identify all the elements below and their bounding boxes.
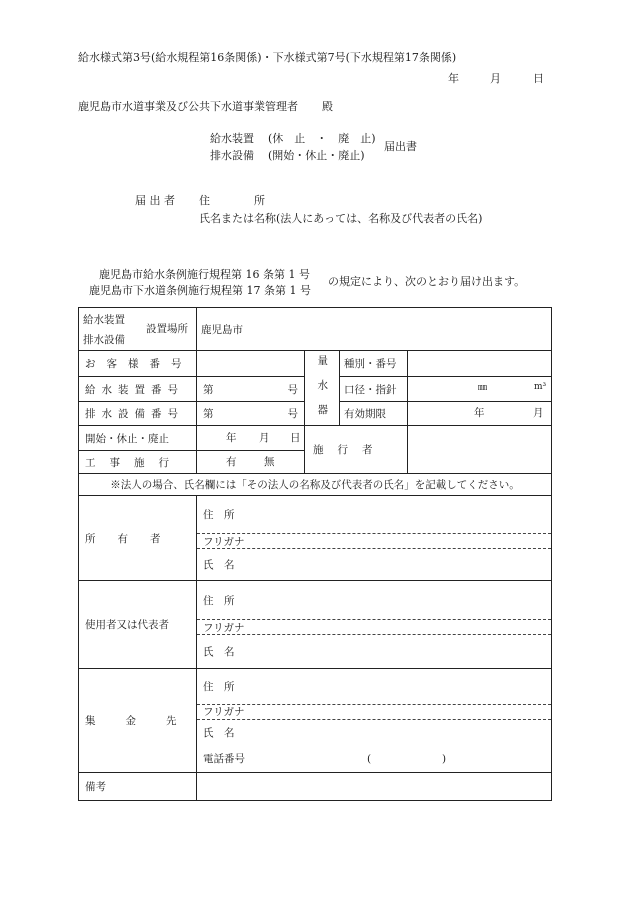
owner-row [79, 496, 552, 581]
owner-details [197, 496, 552, 581]
customer-number-value[interactable] [197, 351, 305, 377]
honorific: 殿 [322, 100, 333, 113]
collector-address[interactable]: 住 所 [203, 681, 235, 693]
owner-furigana[interactable]: フリガナ [203, 535, 245, 548]
validity-value[interactable] [408, 401, 552, 425]
title-drain-options: (開始・休止・廃止) [268, 149, 365, 162]
customer-row [79, 351, 552, 377]
supply-number-label: 給水装置番号 [79, 377, 197, 401]
meter-label-cell [305, 351, 340, 429]
user-address[interactable]: 住 所 [203, 594, 235, 607]
date-day-label: 日 [533, 72, 544, 85]
start-stop-label: 開始・休止・廃止 [79, 426, 197, 451]
remarks-label: 備考 [79, 773, 197, 801]
collector-row [79, 669, 552, 773]
title-supply-options: (休 止 ・ 廃 止) [268, 132, 376, 145]
validity-label: 有効期限 [340, 401, 408, 425]
date-month-label: 月 [490, 72, 501, 85]
user-label: 使用者又は代表者 [79, 581, 197, 669]
regulation-suffix: の規定により、次のとおり届け出ます。 [328, 275, 526, 288]
supply-number-value[interactable]: 第 号 [197, 377, 305, 401]
form-number: 給水様式第3号(給水規程第16条関係)・下水様式第7号(下水規程第17条関係) [78, 51, 457, 64]
corporate-notice: ※法人の場合、氏名欄には「その法人の名称及び代表者の氏名」を記載してください。 [79, 474, 552, 496]
owner-address[interactable]: 住 所 [203, 509, 235, 521]
start-stop-row [79, 426, 552, 451]
validity-year: 年 [474, 406, 485, 419]
phone-close-paren: ) [442, 752, 447, 765]
start-year: 年 [226, 432, 237, 444]
drain-number-label: 排水設備番号 [79, 401, 197, 425]
meter-label: 量水器 [316, 355, 329, 429]
location-label-place: 設置場所 [146, 323, 188, 335]
contractor-value[interactable] [408, 426, 552, 474]
applicant-label: 届 出 者 [135, 194, 175, 207]
collector-details [197, 669, 552, 773]
collector-furigana[interactable]: フリガナ [203, 706, 245, 718]
remarks-value[interactable] [197, 773, 552, 801]
user-furigana[interactable]: フリガナ [203, 621, 245, 634]
meter-type-label: 種別・番号 [340, 351, 408, 377]
validity-month: 月 [533, 406, 544, 419]
construction-label: 工事施行 [79, 451, 197, 474]
owner-label: 所有者 [79, 496, 197, 581]
contractor-label: 施行者 [305, 426, 408, 474]
title-drain-label: 排水設備 [210, 149, 254, 162]
meter-diameter-value[interactable] [408, 377, 552, 401]
construction-value[interactable] [197, 451, 305, 474]
regulation-line-2: 鹿児島市下水道条例施行規程第 17 条第 1 号 [89, 284, 311, 297]
location-label-cell [79, 308, 197, 351]
start-month: 月 [259, 432, 270, 444]
applicant-address-label: 住 所 [199, 194, 265, 207]
start-day: 日 [290, 432, 301, 444]
user-row [79, 581, 552, 669]
remarks-row [79, 773, 552, 801]
customer-number-label: お客様番号 [79, 351, 197, 377]
drain-number-value[interactable]: 第 号 [197, 401, 305, 425]
collector-phone[interactable]: 電話番号 ( ) [203, 752, 447, 765]
meter-type-value[interactable] [408, 351, 552, 377]
unit-m3: m³ [534, 382, 547, 393]
construction-none[interactable]: 無 [264, 456, 275, 468]
construction-has[interactable]: 有 [226, 456, 237, 468]
phone-open-paren: ( [367, 752, 372, 765]
applicant-name-label: 氏名または名称(法人にあっては、名称及び代表者の氏名) [199, 212, 483, 225]
application-form-table [78, 307, 552, 801]
date-year-label: 年 [448, 72, 459, 85]
addressee: 鹿児島市水道事業及び公共下水道事業管理者 [78, 100, 298, 113]
location-row [79, 308, 552, 351]
unit-mm: ㎜ [478, 383, 488, 394]
regulation-line-1: 鹿児島市給水条例施行規程第 16 条第 1 号 [99, 268, 310, 281]
meter-diameter-label: 口径・指針 [340, 377, 408, 401]
owner-name[interactable]: 氏 名 [203, 559, 235, 571]
user-details [197, 581, 552, 669]
title-supply-label: 給水装置 [210, 132, 254, 145]
start-stop-date[interactable] [197, 426, 305, 451]
location-label-supply: 給水装置 [83, 314, 125, 326]
collector-label: 集金先 [79, 669, 197, 773]
location-label-drain: 排水設備 [83, 334, 125, 346]
location-value[interactable]: 鹿児島市 [197, 308, 552, 351]
notice-row [79, 474, 552, 496]
user-name[interactable]: 氏 名 [203, 646, 235, 658]
document-title: 届出書 [384, 140, 417, 153]
collector-name[interactable]: 氏 名 [203, 727, 235, 739]
